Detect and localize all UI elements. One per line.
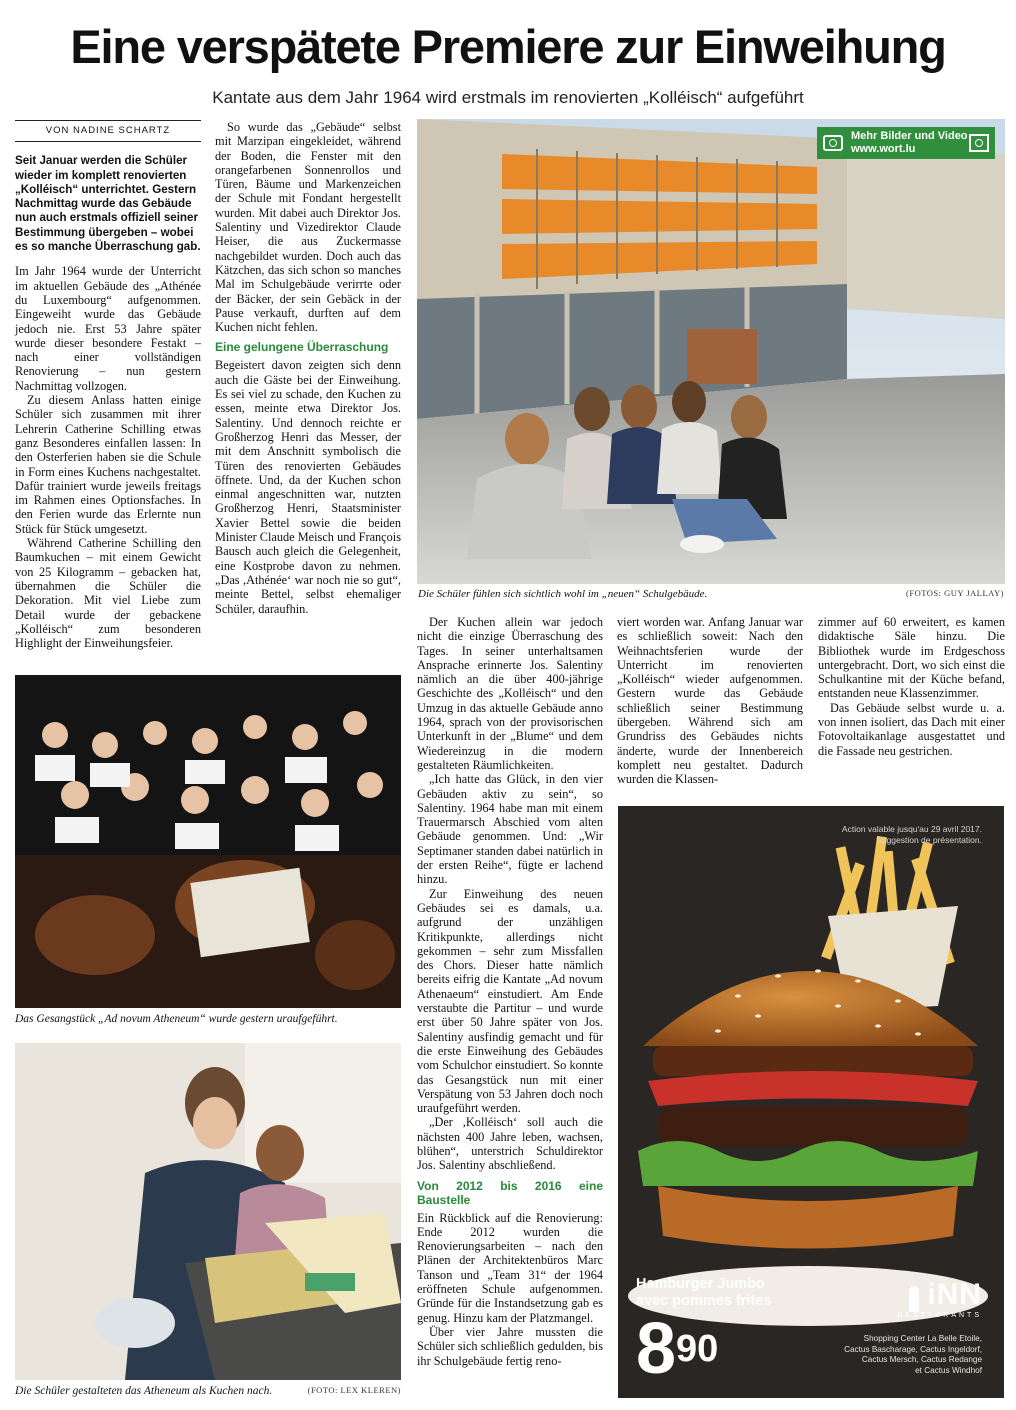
column-3: [417, 615, 603, 1400]
paragraph: Über vier Jahre mussten die Schüler sich schließlich gedulden, bis ihr Schulgebäude fertig reno-: [417, 1324, 603, 1368]
ad-brand-name: iNN: [927, 1278, 982, 1311]
camera-icon: [823, 135, 843, 151]
ad-brand-sub: RESTAURANTS: [897, 1312, 982, 1319]
ad-locations: [844, 1334, 982, 1376]
ad-price-main: 8: [636, 1309, 677, 1389]
wort-box-line1: Mehr Bilder und Video: [851, 130, 968, 142]
photo-credit: (FOTO: LEX KLEREN): [307, 1385, 401, 1395]
ad-location: Cactus Bascharage, Cactus Ingeldorf,: [844, 1344, 982, 1354]
wort-media-box[interactable]: [817, 127, 995, 159]
ad-disclaimer: [842, 824, 982, 846]
burger-advertisement[interactable]: [618, 806, 1004, 1398]
column-4: [617, 615, 803, 787]
paragraph: So wurde das „Gebäude“ selbst mit Marzipan eingekleidet, während der Boden, die Fenster mit den orangefarbenen Sonnenrollos und Türen, Bäume und Markenzeichen der Schule mit Fondant hergestellt wurden. Mit dabei auch Direktor Jos. Salentiny und Vizedirektor Claude Heiser, die aus Zuckermasse nachgebildet wurden. Doch auch das Kätzchen, das sich schon so manches Mal im Schulgebäude verirrte oder der Bäcker, der sein Gebäck in der Pause verkauft, durften auf dem Kuchen nicht fehlen.: [215, 120, 401, 335]
photo-credit: (FOTOS: GUY JALLAY): [906, 588, 1004, 598]
paragraph: Ein Rückblick auf die Renovierung: Ende 2012 wurden die Renovierungsarbeiten – nach den Plänen der Architektenbüros Marc Tanson und „Team 31“ der 1964 eröffneten Schule aufgenommen. Gründe für die Instandsetzung gab es genug. Hinzu kam der Platzmangel.: [417, 1210, 603, 1325]
ad-location: Shopping Center La Belle Etoile,: [863, 1334, 982, 1343]
choir-photo-caption: Das Gesangstück „Ad novum Atheneum“ wurde gestern uraufgeführt.: [15, 1013, 338, 1025]
subheadline: Kantate aus dem Jahr 1964 wird erstmals im renovierten „Kolléisch“ aufgeführt: [212, 88, 804, 107]
ad-price: [636, 1309, 719, 1402]
ad-product-side: avec pommes frites: [636, 1293, 772, 1309]
caption-text: Die Schüler gestalteten das Atheneum als Kuchen nach.: [15, 1385, 273, 1397]
column-2: [215, 120, 401, 665]
ad-disclaimer-line: Suggestion de présentation.: [876, 835, 982, 845]
cactus-logo-icon: [909, 1286, 919, 1312]
cake-photo: [15, 1043, 401, 1380]
paragraph: „Der ,Kolléisch‘ soll auch die nächsten 400 Jahre leben, wachsen, blühen“, unterstrich Schuldirektor Jos. Salentiny abschließend.: [417, 1115, 603, 1173]
ad-product-name: Hamburger Jumbo: [636, 1276, 765, 1292]
paragraph: viert worden war. Anfang Januar war es schließlich soweit: Nach den Weihnachtsferien wurde der Unterricht im renovierten „Kolléisch“ wieder aufgenommen. Gestern wurde das Gebäude schließlich seiner Bestimmung übergeben. Während sich am Grundriss des Gebäudes nichts änderte, wurde der Innenbereich komplett neu gestaltet. Dadurch wurden die Klassen-: [617, 615, 803, 787]
paragraph: Begeistert davon zeigten sich denn auch die Gäste bei der Einweihung. Es sei viel zu schade, den Kuchen zu essen, meinte etwa Direktor Jos. Salentiny. Und dennoch reichte er Großherzog Henri das Messer, der mit dem Anschnitt symbolisch die Türen des renovierten Gebäudes öffnete. Und, da der Kuchen schon einmal angeschnitten war, nutzten Großherzog Henri, Staatsminister Xavier Bettel sowie die beiden Minister Claude Meisch und François Bausch auch gleich die Gelegenheit, eine Kostprobe davon zu nehmen. „Das ,Athénée‘ war noch nie so gut“, meinte Bettel, selbst ehemaliger Schüler, daraufhin.: [215, 358, 401, 616]
ad-price-cents: 90: [676, 1328, 719, 1370]
headline: Eine verspätete Premiere zur Einweihung: [70, 20, 946, 73]
caption-text: Die Schüler fühlen sich sichtlich wohl im „neuen“ Schulgebäude.: [418, 588, 708, 600]
paragraph: Das Gebäude selbst wurde u. a. von innen isoliert, das Dach mit einer Fotovoltaikanlage ausgestattet und die Fassade neu gestrichen.: [818, 700, 1005, 758]
wort-box-link[interactable]: www.wort.lu: [851, 143, 916, 155]
subheading: Von 2012 bis 2016 eine Baustelle: [417, 1178, 603, 1207]
paragraph: Der Kuchen allein war jedoch nicht die einzige Überraschung des Tages. In seiner unterhaltsamen Ansprache erinnerte Jos. Salentiny nämlich an die über 400-jährige Geschichte des „Kolléisch“ und den Umzug in das aktuelle Gebäude anno 1964, sprach von der provisorischen Unterkunft in der „Blume“ und dem Wiedereinzug in die modern gestalteten Räumlichkeiten.: [417, 615, 603, 772]
choir-photo: [15, 675, 401, 1008]
column-5: [818, 615, 1005, 775]
school-building-photo: [417, 119, 1005, 584]
ad-location: Cactus Mersch, Cactus Redange: [861, 1355, 982, 1364]
ad-location: et Cactus Windhof: [915, 1365, 982, 1375]
video-icon: [969, 134, 989, 152]
cake-photo-caption: [15, 1385, 401, 1397]
paragraph: Zu diesem Anlass hatten einige Schüler sich zusammen mit ihrer Lehrerin Catherine Schilling etwas ganz Besonderes einfallen lassen: In den Osterferien haben sie die Schule in Form eines Kuchens nachgestaltet. Dafür trainiert wurde jeweils freitags im Rahmen eines Optionsfaches. In den Ferien wurde das Erlernte nun Stück für Stück umgesetzt.: [15, 393, 201, 536]
paragraph: „Ich hatte das Glück, in den vier Gebäuden aktiv zu sein“, so Salentiny. 1964 habe man mit einem Trauermarsch Abschied vom alten Gebäude genommen. Und: „Wir Septimaner standen dabei natürlich in der ersten Reihe“, fügte er lachend hinzu.: [417, 772, 603, 887]
choir-image: [15, 675, 401, 1008]
paragraph: Im Jahr 1964 wurde der Unterricht im aktuellen Gebäude des „Athénée du Luxembourg“ aufgenommen. Eingeweiht wurde das Gebäude jedoch nie. Erst 53 Jahre später wurde dieser besondere Festakt – nach einer vollständigen Renovierung – nun gestern Nachmittag vollzogen.: [15, 264, 201, 393]
lead-paragraph: Seit Januar werden die Schüler wieder im komplett renovierten „Kolléisch“ unterrichtet. Gestern Nachmittag wurde das Gebäude nun auch erstmals offiziell seiner Bestimmung übergeben – wobei es so manche Überraschung gab.: [15, 154, 201, 254]
ad-disclaimer-line: Action valable jusqu'au 29 avril 2017.: [841, 824, 982, 834]
ad-product: [636, 1276, 771, 1310]
main-photo: [417, 119, 1005, 584]
cake-image: [15, 1043, 401, 1380]
paragraph: zimmer auf 60 erweitert, es kamen didaktische Säle hinzu. Die Bibliothek wurde im Erdgeschoss untergebracht. Dort, wo sich einst die Schulkantine mit der Küche befand, entstanden neue Klassenzimmer.: [818, 615, 1005, 701]
paragraph: Zur Einweihung des neuen Gebäudes sei es damals, u.a. aufgrund der unzähligen Kritikpunkte, allerdings nicht gekommen – sehr zum Missfallen des Chors. Dieser hatte nämlich bereits eifrig die Kantate „Ad novum Athenaeum“ einstudiert. Am Ende verstaubte die Partitur – und wurde erst über 50 Jahre später von Jos. Salentiny ausfindig gemacht und für die erste Einweihung des Gebäudes vom Schulchor einstudiert. So konnte das Gesangstück nun mit einer Verspätung von 53 Jahren doch noch uraufgeführt werden.: [417, 886, 603, 1116]
column-1: [15, 120, 201, 665]
ad-brand: [897, 1278, 982, 1319]
subheading: Eine gelungene Überraschung: [215, 340, 389, 355]
paragraph: Während Catherine Schilling den Baumkuchen – mit einem Gewicht von 25 Kilogramm – gebacken hat, übernahmen die Schüler die Dekoration. Mit viel Liebe zum Detail wurde der gebackene „Kolléisch“ zum besonderen Highlight der Einweihungsfeier.: [15, 536, 201, 651]
byline: VON NADINE SCHARTZ: [15, 120, 201, 142]
main-photo-caption: [418, 588, 1004, 600]
